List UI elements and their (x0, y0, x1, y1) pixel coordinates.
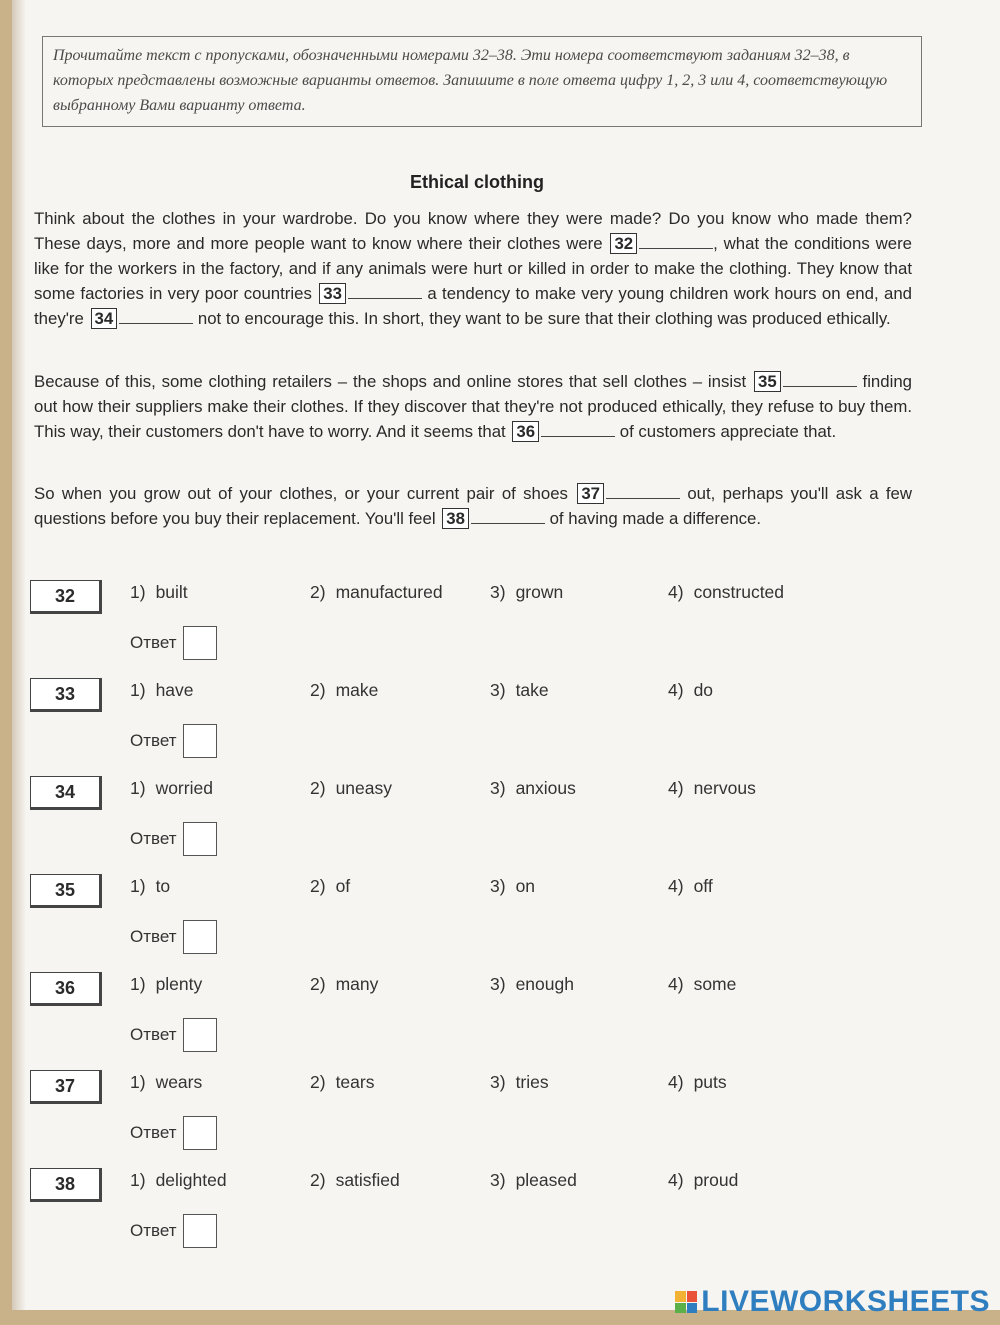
answer-input-33[interactable] (183, 724, 217, 758)
answer-label: Ответ (130, 1025, 177, 1044)
p3-text-b: out, perhaps you'll ask a few questions before you buy their replacement. You'll feel (34, 484, 912, 528)
question-32 (12, 580, 1000, 670)
option-2: 2) tears (310, 1072, 375, 1092)
question-35 (12, 874, 1000, 964)
gap-36-blank (541, 422, 615, 437)
paragraph-2 (34, 369, 912, 444)
option-3: 3) pleased (490, 1170, 577, 1190)
option-2: 2) satisfied (310, 1170, 400, 1190)
p1-text-a: Think about the clothes in your wardrobe. Do you know where they were made? Do you know who made them? These days, more and more people want to know where their clothes were (34, 209, 912, 253)
gap-35-marker: 35 (754, 371, 781, 392)
gap-37-blank (606, 484, 680, 499)
gap-35-blank (783, 372, 857, 387)
option-2: 2) uneasy (310, 778, 392, 798)
question-number: 34 (30, 776, 102, 810)
option-3: 3) tries (490, 1072, 549, 1092)
p2-text-c: of customers appreciate that. (619, 422, 837, 441)
gap-32-blank (639, 234, 713, 249)
answer-input-37[interactable] (183, 1116, 217, 1150)
option-4: 4) proud (668, 1170, 739, 1190)
gap-37-marker: 37 (577, 483, 604, 504)
option-3: 3) on (490, 876, 536, 896)
gap-33-marker: 33 (319, 283, 346, 304)
answer-input-36[interactable] (183, 1018, 217, 1052)
option-3: 3) enough (490, 974, 574, 994)
option-1: 1) have (130, 680, 194, 700)
question-number: 38 (30, 1168, 102, 1202)
answer-row (130, 626, 217, 660)
p3-text-a: So when you grow out of your clothes, or your current pair of shoes (34, 484, 568, 503)
liveworksheets-brand (675, 1285, 990, 1319)
answer-label: Ответ (130, 927, 177, 946)
option-2: 2) manufactured (310, 582, 443, 602)
p1-text-c: a tendency to make very young children work hours on end, and they're (34, 284, 912, 328)
option-1: 1) delighted (130, 1170, 227, 1190)
question-number: 32 (30, 580, 102, 614)
option-3: 3) grown (490, 582, 564, 602)
answer-label: Ответ (130, 731, 177, 750)
answer-row (130, 822, 217, 856)
instructions-box: Прочитайте текст с пропусками, обозначенными номерами 32–38. Эти номера соответствуют заданиям 32–38, в которых представлены возможные варианты ответов. Запишите в поле ответа цифру 1, 2, 3 или 4, соответствующую выбранному Вами варианту ответа. (42, 36, 922, 127)
liveworksheets-logo-icon (675, 1291, 697, 1313)
gap-34-blank (119, 309, 193, 324)
answer-row (130, 920, 217, 954)
question-38 (12, 1168, 1000, 1258)
gap-38-marker: 38 (442, 508, 469, 529)
option-4: 4) constructed (668, 582, 785, 602)
p1-text-b: , what the conditions were like for the workers in the factory, and if any animals were hurt or killed in order to make the clothing. They know that some factories in very poor countries (34, 234, 912, 303)
question-number: 33 (30, 678, 102, 712)
option-1: 1) worried (130, 778, 213, 798)
gap-38-blank (471, 509, 545, 524)
brand-text: LIVEWORKSHEETS (701, 1285, 990, 1318)
question-33 (12, 678, 1000, 768)
answer-input-38[interactable] (183, 1214, 217, 1248)
paragraph-1 (34, 206, 912, 331)
gap-36-marker: 36 (512, 421, 539, 442)
option-4: 4) off (668, 876, 713, 896)
gap-34-marker: 34 (91, 308, 118, 329)
option-1: 1) to (130, 876, 171, 896)
option-1: 1) built (130, 582, 188, 602)
option-2: 2) of (310, 876, 351, 896)
text-title: Ethical clothing (409, 172, 544, 192)
option-3: 3) anxious (490, 778, 576, 798)
answer-label: Ответ (130, 633, 177, 652)
option-1: 1) plenty (130, 974, 203, 994)
answer-row (130, 1214, 217, 1248)
gap-33-blank (348, 284, 422, 299)
option-4: 4) some (668, 974, 737, 994)
question-37 (12, 1070, 1000, 1160)
option-4: 4) do (668, 680, 714, 700)
p2-text-b: finding out how their suppliers make their clothes. If they discover that they're not produced ethically, they refuse to buy them. This way, their customers don't have to worry. And it seems that (34, 372, 912, 441)
answer-input-32[interactable] (183, 626, 217, 660)
option-1: 1) wears (130, 1072, 203, 1092)
question-34 (12, 776, 1000, 866)
option-4: 4) nervous (668, 778, 756, 798)
question-number: 37 (30, 1070, 102, 1104)
question-number: 36 (30, 972, 102, 1006)
answer-row (130, 1116, 217, 1150)
option-3: 3) take (490, 680, 549, 700)
p3-text-c: of having made a difference. (549, 509, 762, 528)
option-2: 2) make (310, 680, 379, 700)
answer-label: Ответ (130, 1221, 177, 1240)
option-4: 4) puts (668, 1072, 727, 1092)
question-number: 35 (30, 874, 102, 908)
answer-row (130, 724, 217, 758)
answer-row (130, 1018, 217, 1052)
p1-text-d: not to encourage this. In short, they want to be sure that their clothing was produced ethically. (197, 309, 891, 328)
paragraph-3 (34, 481, 912, 531)
answer-label: Ответ (130, 1123, 177, 1142)
answer-label: Ответ (130, 829, 177, 848)
gap-32-marker: 32 (610, 233, 637, 254)
p2-text-a: Because of this, some clothing retailers – the shops and online stores that sell clothes – insist (34, 372, 747, 391)
worksheet-page (12, 0, 1000, 1310)
answer-input-35[interactable] (183, 920, 217, 954)
option-2: 2) many (310, 974, 379, 994)
answer-input-34[interactable] (183, 822, 217, 856)
question-36 (12, 972, 1000, 1062)
